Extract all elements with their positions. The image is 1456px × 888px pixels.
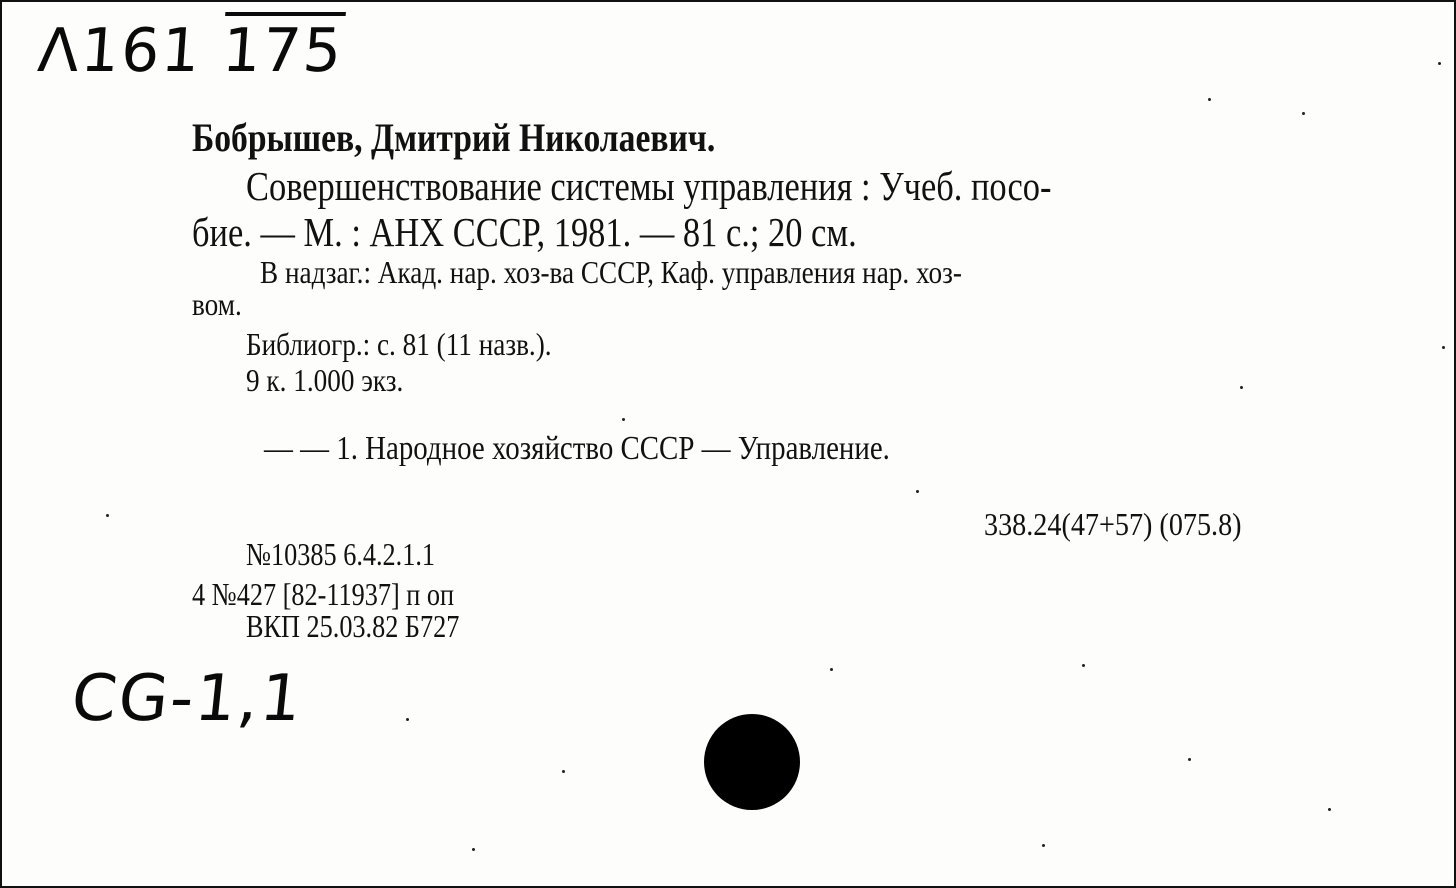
speck [916,490,919,493]
speck [1188,758,1191,761]
speck [1042,844,1045,847]
speck [1082,664,1085,667]
speck [622,418,625,421]
handwritten-shelfmark [36,16,346,86]
speck [830,668,833,671]
speck [1302,112,1305,115]
card-classification-line-3: ВКП 25.03.82 Б727 [246,608,460,644]
speck [1438,62,1441,65]
card-author: Бобрышев, Дмитрий Николаевич. [192,115,716,160]
card-title-line-1: Совершенствование системы управления : Учеб. посо- [246,163,1052,209]
speck [1208,98,1211,101]
shelfmark-overlined: 175 [220,16,346,86]
card-title-line-2: бие. — М. : АНХ СССР, 1981. — 81 с.; 20 см. [192,209,857,255]
handwritten-note: CG-1,1 [68,662,308,736]
card-bibliography: Библиогр.: с. 81 (11 назв.). [246,326,552,362]
speck [1442,346,1445,349]
speck [1328,808,1331,811]
speck [106,514,109,517]
card-note-line-2: вом. [192,286,242,322]
punch-hole [704,714,800,810]
speck [406,718,409,721]
card-note-line-1: В надзаг.: Акад. нар. хоз-ва СССР, Каф. управления нар. хоз- [260,254,962,290]
speck [562,770,565,773]
card-classification-line-1: №10385 6.4.2.1.1 [246,536,436,572]
shelfmark-prefix: Λ161 [35,16,205,86]
speck [472,848,475,851]
card-subject-heading: — — 1. Народное хозяйство СССР — Управление. [264,430,890,467]
card-udc-code: 338.24(47+57) (075.8) [984,506,1242,542]
speck [1240,386,1243,389]
card-classification-line-2: 4 №427 [82-11937] п оп [192,576,455,612]
card-copies: 9 к. 1.000 экз. [246,362,404,398]
